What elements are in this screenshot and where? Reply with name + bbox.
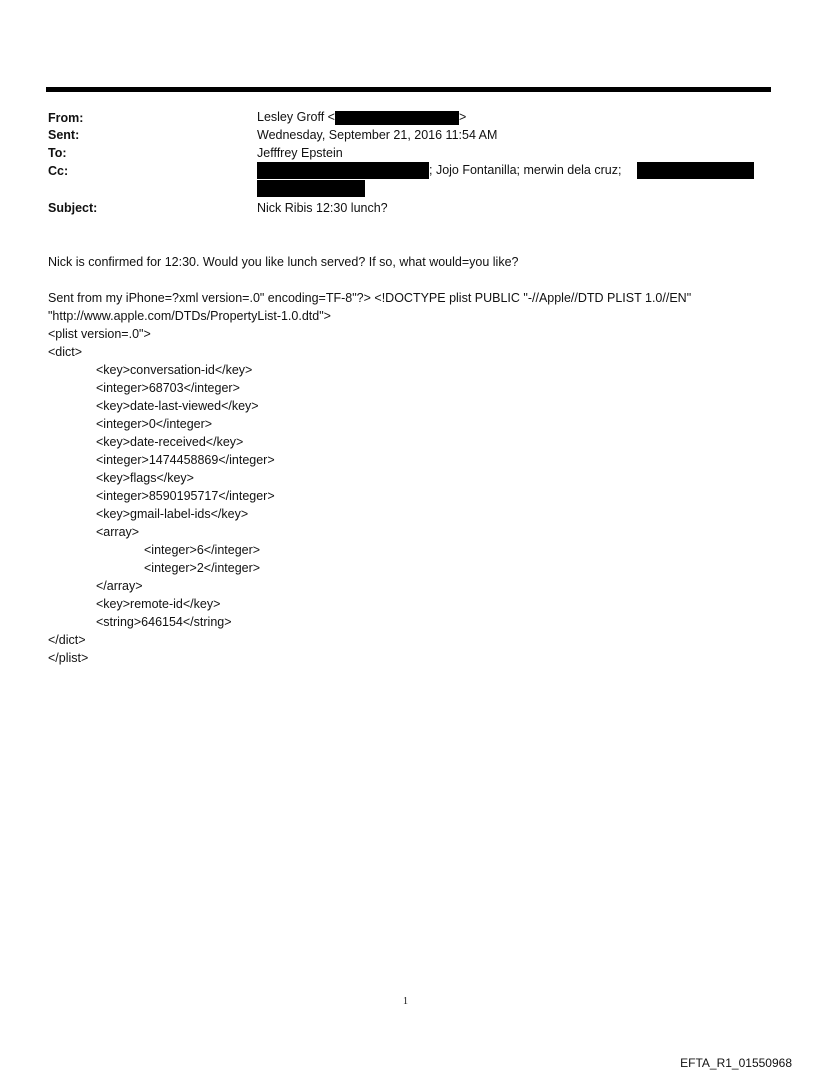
subject-value: Nick Ribis 12:30 lunch? <box>257 201 388 215</box>
subject-label: Subject: <box>48 201 98 215</box>
plist-line: <key>conversation-id</key> <box>96 363 253 377</box>
document-id: EFTA_R1_01550968 <box>680 1056 792 1070</box>
from-label: From: <box>48 111 84 125</box>
plist-line: <integer>2</integer> <box>144 561 261 575</box>
plist-line: <integer>6</integer> <box>144 543 261 557</box>
page-number: 1 <box>403 996 408 1007</box>
plist-line: <key>remote-id</key> <box>96 597 221 611</box>
plist-line: <key>date-last-viewed</key> <box>96 399 259 413</box>
plist-line: </plist> <box>48 651 89 665</box>
redaction-box <box>257 180 365 197</box>
plist-line: <dict> <box>48 345 83 359</box>
sent-value: Wednesday, September 21, 2016 11:54 AM <box>257 128 498 142</box>
plist-line: <integer>0</integer> <box>96 417 213 431</box>
plist-line: <key>gmail-label-ids</key> <box>96 507 249 521</box>
plist-line: <string>646154</string> <box>96 615 232 629</box>
plist-line: <array> <box>96 525 140 539</box>
sent-from-line: Sent from my iPhone=?xml version=.0" encoding=TF-8"?> <!DOCTYPE plist PUBLIC "-//Apple//DTD PLIST 1.0//EN" <box>48 291 692 305</box>
sent-label: Sent: <box>48 128 80 142</box>
plist-line: <key>flags</key> <box>96 471 194 485</box>
plist-line: <integer>1474458869</integer> <box>96 453 275 467</box>
plist-line: <integer>8590195717</integer> <box>96 489 275 503</box>
from-value <box>257 109 466 125</box>
plist-line: <plist version=.0"> <box>48 327 151 341</box>
from-name: Lesley Groff < <box>257 110 335 124</box>
plist-line: <integer>68703</integer> <box>96 381 240 395</box>
to-value: Jefffrey Epstein <box>257 146 343 160</box>
sent-from-line-cont: "http://www.apple.com/DTDs/PropertyList-1.0.dtd"> <box>48 309 331 323</box>
to-label: To: <box>48 146 67 160</box>
cc-value <box>257 162 621 179</box>
header-rule <box>46 87 771 92</box>
plist-line: <key>date-received</key> <box>96 435 244 449</box>
message-text: Nick is confirmed for 12:30. Would you like lunch served? If so, what would=you like? <box>48 255 519 269</box>
cc-names: ; Jojo Fontanilla; merwin dela cruz; <box>429 163 622 177</box>
plist-line: </dict> <box>48 633 86 647</box>
from-value-end: > <box>458 110 467 124</box>
redaction-box <box>257 162 429 179</box>
redaction-box <box>637 162 754 179</box>
plist-line: </array> <box>96 579 143 593</box>
cc-label: Cc: <box>48 164 69 178</box>
redaction-box <box>335 111 459 125</box>
